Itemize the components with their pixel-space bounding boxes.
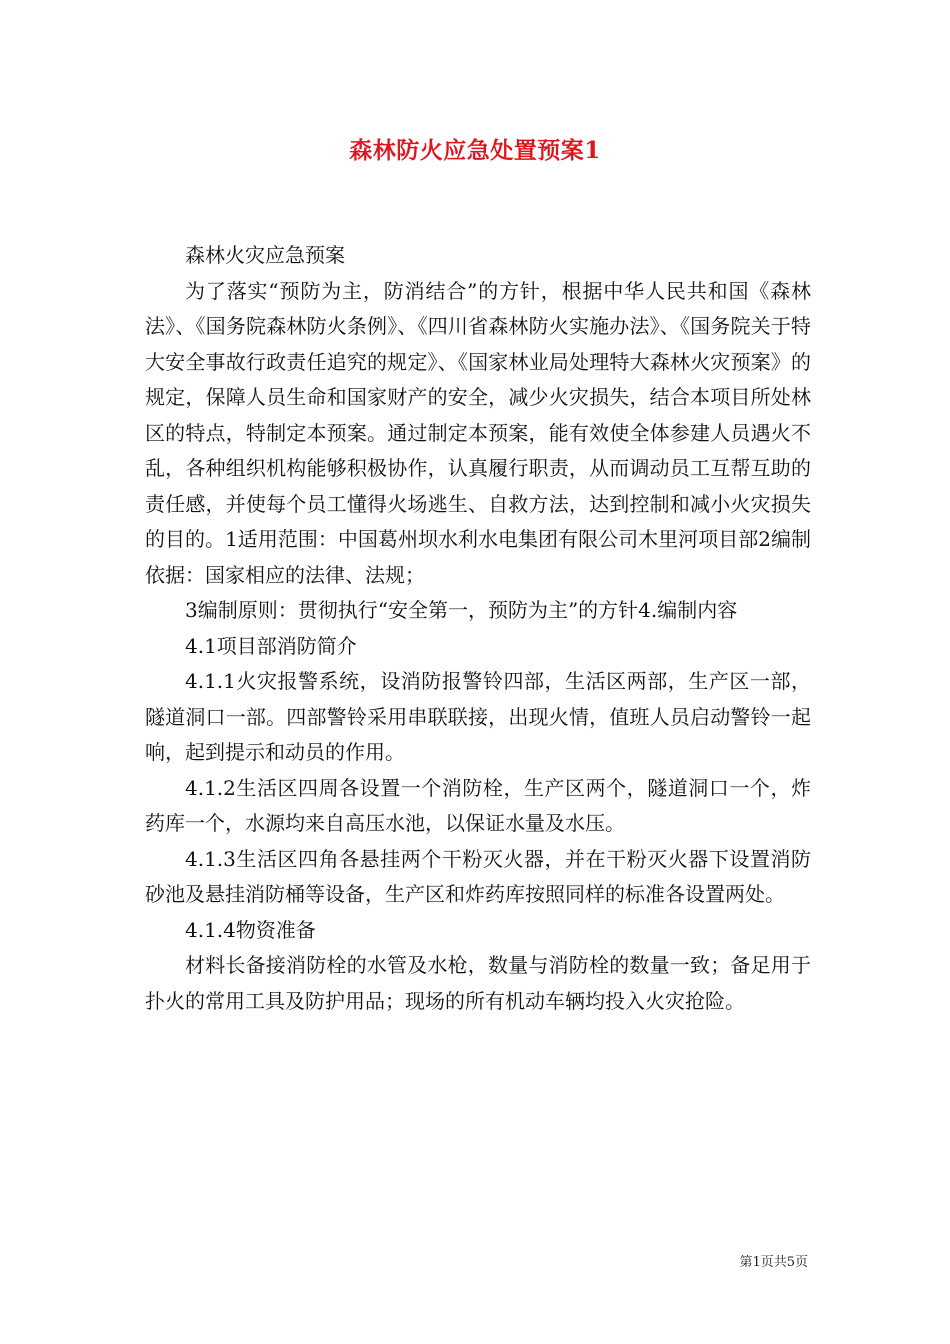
subsection-heading: 4.1项目部消防简介 <box>185 633 357 658</box>
body-paragraph: 4.1.3生活区四角各悬挂两个干粉灭火器，并在干粉灭火器下设置消防砂池及悬挂消防桶等设备，生产区和炸药库按照同样的标准各设置两处。 <box>145 846 811 906</box>
document-body <box>145 238 811 1019</box>
body-paragraph: 为了落实“预防为主，防消结合”的方针，根据中华人民共和国《森林法》、《国务院森林防火条例》、《四川省森林防火实施办法》、《国务院关于特大安全事故行政责任追究的规定》、《国家林业局处理特大森林火灾预案》的规定，保障人员生命和国家财产的安全，减少火灾损失，结合本项目所处林区的特点，特制定本预案。通过制定本预案，能有效使全体参建人员遇火不乱，各种组织机构能够积极协作，认真履行职责，从而调动员工互帮互助的责任感，并使每个员工懂得火场逃生、自救方法，达到控制和减小火灾损失的目的。1适用范围：中国葛州坝水利水电集团有限公司木里河项目部2编制依据：国家相应的法律、法规； <box>145 278 811 587</box>
body-paragraph: 3编制原则：贯彻执行“安全第一，预防为主”的方针4.编制内容 <box>185 598 738 622</box>
body-paragraph: 4.1.2生活区四周各设置一个消防栓，生产区两个，隧道洞口一个，炸药库一个，水源均来自高压水池，以保证水量及水压。 <box>145 775 811 835</box>
section-heading: 森林火灾应急预案 <box>185 243 345 267</box>
body-paragraph: 4.1.1火灾报警系统，设消防报警铃四部，生活区两部，生产区一部，隧道洞口一部。四部警铃采用串联联接，出现火情，值班人员启动警铃一起响，起到提示和动员的作用。 <box>145 669 811 764</box>
body-paragraph: 材料长备接消防栓的水管及水枪，数量与消防栓的数量一致；备足用于扑火的常用工具及防护用品；现场的所有机动车辆均投入火灾抢险。 <box>145 953 811 1013</box>
document-title: 森林防火应急处置预案1 <box>349 137 601 164</box>
page-number: 第1页共5页 <box>739 1255 808 1270</box>
subsection-heading: 4.1.4物资准备 <box>185 917 316 942</box>
